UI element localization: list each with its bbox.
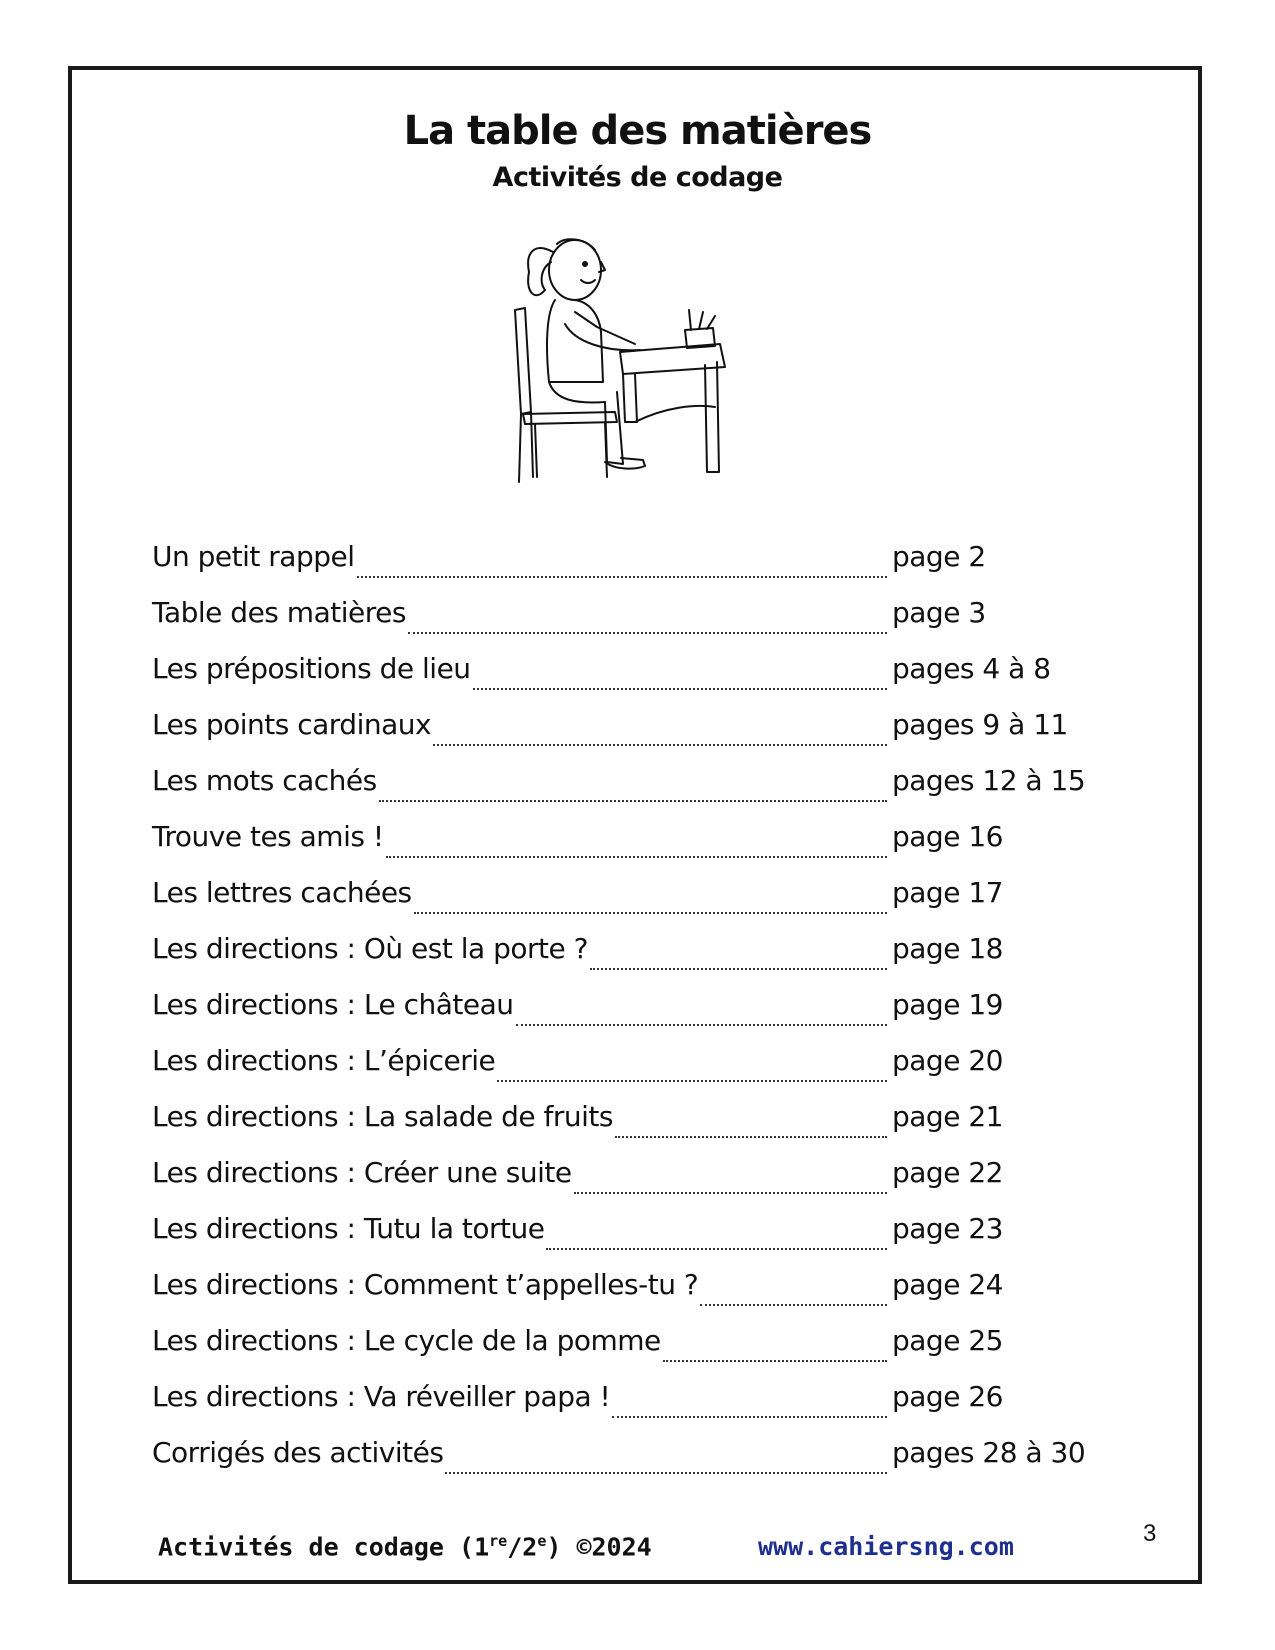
toc-entry-label: Un petit rappel (152, 540, 355, 573)
toc-entry[interactable] (152, 1380, 1132, 1436)
leader-dots (386, 856, 887, 858)
page-number: 3 (1143, 1520, 1157, 1547)
toc-entry-page: page 21 (892, 1100, 1003, 1133)
toc-entry-page: page 23 (892, 1212, 1003, 1245)
page-subtitle: Activités de codage (492, 162, 783, 193)
leader-dots (516, 1024, 887, 1026)
toc-entry-page: page 2 (892, 540, 986, 573)
leader-dots (663, 1360, 887, 1362)
leader-dots (590, 968, 887, 970)
footer-website-link[interactable]: www.cahiersng.com (758, 1532, 1014, 1561)
toc-entry[interactable] (152, 820, 1132, 876)
toc-entry-label: Les directions : Comment t’appelles-tu ? (152, 1268, 699, 1301)
toc-entry-page: page 26 (892, 1380, 1003, 1413)
leader-dots (700, 1304, 887, 1306)
toc-entry-label: Les directions : Va réveiller papa ! (152, 1380, 611, 1413)
toc-entry-label: Trouve tes amis ! (152, 820, 384, 853)
toc-entry[interactable] (152, 596, 1132, 652)
toc-entry-label: Corrigés des activités (152, 1436, 444, 1469)
toc-entry[interactable] (152, 932, 1132, 988)
footer-sup-e: e (537, 1532, 547, 1550)
toc-entry-page: pages 4 à 8 (892, 652, 1051, 685)
leader-dots (615, 1136, 887, 1138)
leader-dots (379, 800, 887, 802)
leader-dots (414, 912, 887, 914)
leader-dots (433, 744, 887, 746)
toc-entry-page: page 16 (892, 820, 1003, 853)
toc-entry-page: page 3 (892, 596, 986, 629)
toc-entry-label: Les directions : La salade de fruits (152, 1100, 613, 1133)
footer-title-suffix: ) ©2024 (546, 1532, 652, 1562)
toc-entry-page: page 19 (892, 988, 1003, 1021)
toc-entry-label: Les prépositions de lieu (152, 652, 471, 685)
toc-entry-page: pages 12 à 15 (892, 764, 1086, 797)
table-of-contents (152, 540, 1132, 1492)
leader-dots (473, 688, 887, 690)
toc-entry[interactable] (152, 540, 1132, 596)
toc-entry-label: Les points cardinaux (152, 708, 432, 741)
leader-dots (408, 632, 887, 634)
leader-dots (497, 1080, 887, 1082)
girl-at-desk-icon (505, 232, 775, 507)
toc-entry-page: page 18 (892, 932, 1003, 965)
toc-entry[interactable] (152, 764, 1132, 820)
toc-entry[interactable] (152, 1044, 1132, 1100)
toc-entry-page: pages 28 à 30 (892, 1436, 1086, 1469)
footer-title-prefix: Activités de codage (1 (158, 1532, 490, 1562)
leader-dots (357, 576, 887, 578)
toc-entry-label: Les mots cachés (152, 764, 377, 797)
toc-entry[interactable] (152, 988, 1132, 1044)
toc-entry-label: Les directions : Le cycle de la pomme (152, 1324, 661, 1357)
footer-copyright (158, 1532, 652, 1561)
toc-entry-page: page 24 (892, 1268, 1003, 1301)
toc-entry-page: page 17 (892, 876, 1003, 909)
leader-dots (445, 1472, 887, 1474)
toc-entry-label: Les directions : Créer une suite (152, 1156, 572, 1189)
footer-sup-re: re (489, 1532, 508, 1550)
footer-slash: /2 (507, 1532, 538, 1562)
toc-entry[interactable] (152, 1324, 1132, 1380)
toc-entry[interactable] (152, 652, 1132, 708)
toc-entry-page: page 22 (892, 1156, 1003, 1189)
toc-entry[interactable] (152, 1156, 1132, 1212)
toc-entry[interactable] (152, 708, 1132, 764)
toc-entry-label: Les lettres cachées (152, 876, 412, 909)
leader-dots (574, 1192, 887, 1194)
toc-entry-label: Table des matières (152, 596, 406, 629)
toc-entry-page: page 25 (892, 1324, 1003, 1357)
toc-entry-page: page 20 (892, 1044, 1003, 1077)
page-title: La table des matières (403, 108, 872, 154)
toc-entry[interactable] (152, 1436, 1132, 1492)
toc-entry[interactable] (152, 1268, 1132, 1324)
toc-entry-label: Les directions : Tutu la tortue (152, 1212, 545, 1245)
toc-entry-label: Les directions : L’épicerie (152, 1044, 496, 1077)
toc-entry[interactable] (152, 876, 1132, 932)
toc-entry[interactable] (152, 1212, 1132, 1268)
leader-dots (546, 1248, 887, 1250)
toc-entry-page: pages 9 à 11 (892, 708, 1068, 741)
toc-entry[interactable] (152, 1100, 1132, 1156)
leader-dots (612, 1416, 887, 1418)
toc-entry-label: Les directions : Le château (152, 988, 514, 1021)
toc-entry-label: Les directions : Où est la porte ? (152, 932, 588, 965)
